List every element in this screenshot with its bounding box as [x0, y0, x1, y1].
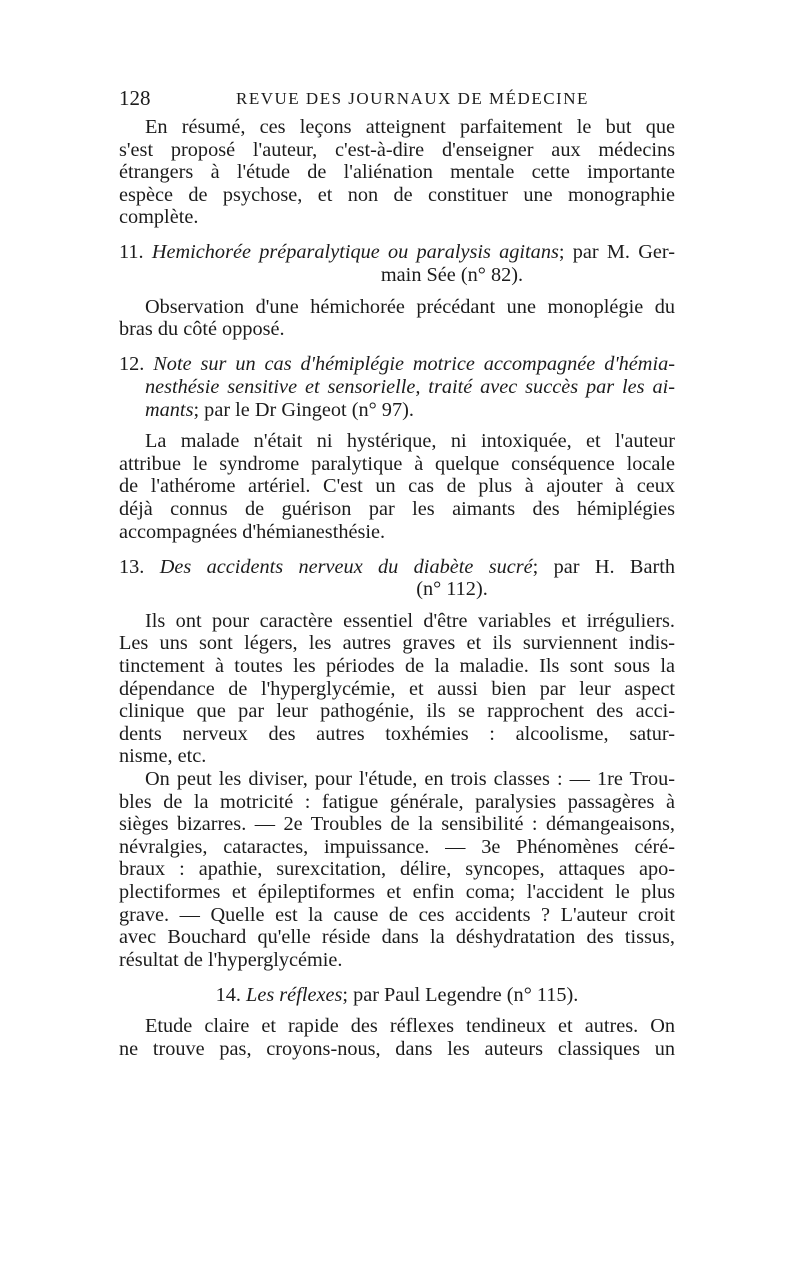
text-line: On peut les diviser, pour l'étude, en trois classes : — 1re Trou-: [145, 767, 675, 790]
text-line: Les uns sont légers, les autres graves et ils surviennent indis-: [119, 632, 675, 655]
entry-13: [119, 556, 675, 972]
text-line: sièges bizarres. — 2e Troubles de la sensibilité : démangeaisons,: [119, 813, 675, 836]
page-header: [119, 86, 675, 116]
entry-author: ; par le Dr Gingeot (n° 97).: [193, 398, 414, 421]
entry-number: 11.: [119, 241, 144, 264]
text-line: tinctement à toutes les périodes de la maladie. Ils sont sous la: [119, 654, 675, 677]
entry-12: [119, 353, 675, 543]
text-line: clinique que par leur pathogénie, ils se rapprochent des acci-: [119, 700, 675, 723]
text-line: déjà connus de guérison par les aimants des hémiplégies: [119, 497, 675, 520]
book-page: [119, 86, 675, 1061]
text-line: ne trouve pas, croyons-nous, dans les auteurs classiques un: [119, 1037, 675, 1060]
entry-number: 13.: [119, 555, 145, 578]
text-line: dents nerveux des autres toxhémies : alcoolisme, satur-: [119, 722, 675, 745]
text-line: Observation d'une hémichorée précédant une monoplégie du: [145, 295, 675, 318]
page-number: 128: [119, 86, 151, 110]
text-line: plectiformes et épileptiformes et enfin coma; l'accident le plus: [119, 880, 675, 903]
text-line: de l'athérome artériel. C'est un cas de plus à ajouter à ceux: [119, 475, 675, 498]
text-line: En résumé, ces leçons atteignent parfaitement le but que: [145, 116, 675, 138]
text-line: résultat de l'hyperglycémie.: [119, 948, 343, 971]
entry-author: ; par Paul Legendre (n° 115).: [342, 983, 579, 1006]
text-line: bras du côté opposé.: [119, 318, 285, 341]
entry-title-italic: Hemichorée préparalytique ou paralysis agitans: [151, 241, 559, 264]
text-line: étrangers à l'étude de l'aliénation mentale cette importante: [119, 161, 675, 184]
entry-title-line: [119, 399, 675, 422]
text-line: attribue le syndrome paralytique à quelque conséquence locale: [119, 452, 675, 475]
entry-author: ; par H. Barth: [532, 555, 675, 578]
text-line: névralgies, cataractes, impuissance. — 3e Phénomènes céré-: [119, 835, 675, 858]
text-line: Etude claire et rapide des réflexes tendineux et autres. On: [145, 1015, 675, 1038]
entry-title: [119, 556, 675, 579]
entry-number: 12.: [119, 353, 145, 376]
entry-title-italic: Les réflexes: [246, 983, 343, 1006]
entry-14: [119, 984, 675, 1061]
entry-title-italic: Note sur un cas d'hémiplégie motrice accompagnée d'hémia-: [153, 353, 675, 376]
entry-title: [119, 984, 675, 1007]
entry-title: [119, 353, 675, 376]
intro-paragraph: [119, 116, 675, 229]
text-line: La malade n'était ni hystérique, ni intoxiquée, et l'auteur: [145, 430, 675, 453]
text-line: avec Bouchard qu'elle réside dans la déshydratation des tissus,: [119, 926, 675, 949]
entry-title-italic: mants: [145, 398, 194, 421]
entry-title-line: nesthésie sensitive et sensorielle, traité avec succès par les ai-: [145, 375, 675, 398]
text-line: Ils ont pour caractère essentiel d'être variables et irréguliers.: [145, 609, 675, 632]
text-line: espèce de psychose, et non de constituer une monographie: [119, 183, 675, 206]
running-title: REVUE DES JOURNAUX DE MÉDECINE: [236, 89, 589, 108]
text-line: braux : apathie, surexcitation, délire, syncopes, attaques apo-: [119, 858, 675, 881]
text-line: grave. — Quelle est la cause de ces accidents ? L'auteur croit: [119, 903, 675, 926]
text-line: bles de la motricité : fatigue générale, paralysies passagères à: [119, 790, 675, 813]
text-line: dépendance de l'hyperglycémie, et aussi bien par leur aspect: [119, 677, 675, 700]
text-line: accompagnées d'hémianesthésie.: [119, 520, 386, 543]
entry-title-italic: Des accidents nerveux du diabète sucré: [159, 555, 533, 578]
entry-continuation: (n° 112).: [416, 578, 488, 601]
text-line: nisme, etc.: [119, 745, 207, 768]
entry-author: ; par M. Ger-: [558, 241, 675, 264]
entry-11: [119, 241, 675, 340]
text-line: complète.: [119, 206, 199, 229]
text-line: s'est proposé l'auteur, c'est-à-dire d'enseigner aux médecins: [119, 138, 675, 161]
entry-title: [119, 241, 675, 264]
entry-number: 14.: [215, 983, 241, 1006]
entry-continuation: main Sée (n° 82).: [380, 264, 524, 287]
